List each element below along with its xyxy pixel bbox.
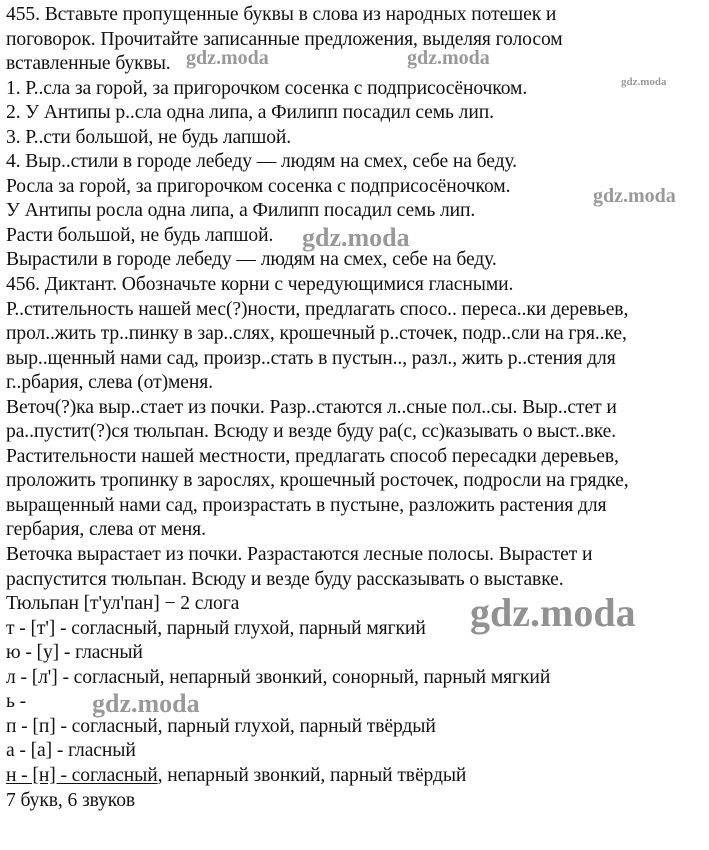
text-line: Росла за горой, за пригорочком сосенка с подприсосёночком. bbox=[6, 175, 511, 197]
watermark: gdz.moda bbox=[470, 590, 636, 635]
text-line: ь - bbox=[6, 691, 27, 713]
document-page bbox=[6, 3, 706, 813]
text-line: Веточ(?)ка выр..стает из почки. Разр..стаются л..сные пол..сы. Выр..стет и bbox=[6, 396, 617, 418]
text-line: г..рбария, слева (от)меня. bbox=[6, 372, 213, 394]
text-line: Растительности нашей местности, предлагать способ пересадки деревьев, bbox=[6, 445, 619, 467]
watermark: gdz.moda bbox=[621, 76, 667, 88]
watermark: gdz.moda bbox=[92, 689, 200, 718]
text-line: выр..щенный нами сад, произр..стать в пустын.., разл., жить р..стения для bbox=[6, 347, 616, 369]
watermark: gdz.moda bbox=[593, 185, 676, 207]
text-line: л - [л'] - согласный, непарный звонкий, сонорный, парный мягкий bbox=[6, 666, 551, 688]
text-line: проложить тропинку в зарослях, крошечный росточек, подросли на грядке, bbox=[6, 470, 629, 492]
text-line: выращенный нами сад, произрастать в пустыне, разложить растения для bbox=[6, 494, 607, 516]
text-line: 4. Выр..стили в городе лебеду — людям на смех, себе на беду. bbox=[6, 151, 517, 173]
text-line: гербария, слева от меня. bbox=[6, 519, 206, 541]
text-line: Тюльпан [т'ул'пан] − 2 слога bbox=[6, 593, 240, 615]
text-line: а - [а] - гласный bbox=[6, 740, 136, 762]
underlined-phrase: н - [н] - согласный bbox=[6, 764, 158, 786]
text-line: 456. Диктант. Обозначьте корни с чередующимися гласными. bbox=[6, 274, 514, 296]
text-line: вставленные буквы. bbox=[6, 53, 171, 75]
text-line: 1. Р..сла за горой, за пригорочком сосенка с подприсосёночком. bbox=[6, 77, 528, 99]
text-line: 7 букв, 6 звуков bbox=[6, 789, 136, 811]
text-line: Расти большой, не будь лапшой. bbox=[6, 224, 274, 246]
text-line: распустится тюльпан. Всюду и везде буду рассказывать о выставке. bbox=[6, 568, 564, 590]
watermark: gdz.moda bbox=[302, 223, 410, 252]
text-line: 3. Р..сти большой, не будь лапшой. bbox=[6, 126, 292, 148]
watermark: gdz.moda bbox=[186, 47, 269, 69]
text-line: п - [п] - согласный, парный глухой, парный твёрдый bbox=[6, 715, 436, 737]
text-line: Вырастили в городе лебеду — людям на смех, себе на беду. bbox=[6, 249, 497, 271]
text-line: 455. Вставьте пропущенные буквы в слова из народных потешек и bbox=[6, 4, 557, 25]
text-line: поговорок. Прочитайте записанные предложения, выделяя голосом bbox=[6, 28, 563, 50]
text-line: У Антипы росла одна липа, а Филипп посадил семь лип. bbox=[6, 200, 476, 222]
underlined-line-rest: , непарный звонкий, парный твёрдый bbox=[157, 764, 467, 786]
watermark: gdz.moda bbox=[407, 47, 490, 69]
text-line: прол..жить тр..пинку в зар..слях, крошечный р..сточек, подр..сли на гря..ке, bbox=[6, 323, 627, 345]
text-line: т - [т'] - согласный, парный глухой, парный мягкий bbox=[6, 617, 426, 639]
text-line-underlined bbox=[6, 764, 706, 789]
text-line: ра..пустит(?)ся тюльпан. Всюду и везде буду ра(с, сс)казывать о выст..вке. bbox=[6, 421, 617, 443]
text-line: 2. У Антипы р..сла одна липа, а Филипп посадил семь лип. bbox=[6, 102, 494, 124]
text-line: ю - [у] - гласный bbox=[6, 642, 143, 664]
text-line: Р..стительность нашей мес(?)ности, предлагать спосо.. переса..ки деревьев, bbox=[6, 298, 629, 320]
text-line: Веточка вырастает из почки. Разрастаются лесные полосы. Вырастет и bbox=[6, 544, 593, 566]
